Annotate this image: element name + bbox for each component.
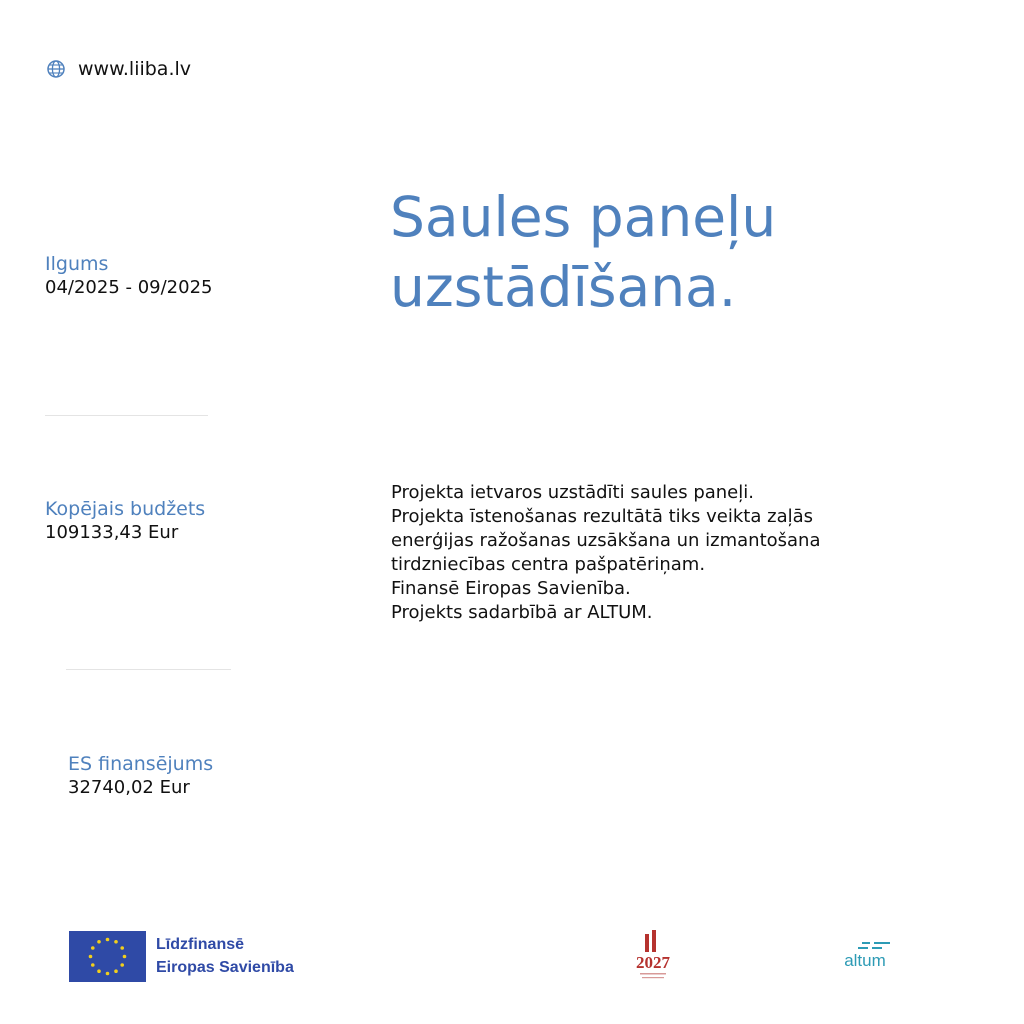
eu-star-icon [120, 946, 124, 950]
title-line-2: uzstādīšana. [390, 255, 737, 319]
eu-flag-icon [69, 931, 146, 982]
eu-funding-block [68, 752, 213, 800]
divider [66, 669, 231, 670]
globe-icon [46, 59, 66, 79]
title-line-1: Saules paneļu [390, 185, 777, 249]
page-title [390, 182, 990, 322]
eu-funding-label: ES finansējums [68, 753, 214, 775]
altum-logo [834, 940, 896, 970]
description-line: enerģijas ražošanas uzsākšana un izmantošana [391, 530, 821, 551]
eu-star-icon [114, 940, 118, 944]
website-link-row [46, 58, 191, 80]
latvia-2027-logo [630, 930, 676, 982]
description-line: tirdzniecības centra pašpatēriņam. [391, 554, 706, 575]
eu-star-icon [120, 963, 124, 967]
eu-star-icon [97, 969, 101, 973]
duration-value: 04/2025 - 09/2025 [45, 277, 213, 298]
website-link[interactable]: www.liiba.lv [78, 58, 192, 80]
description-line: Projekta ietvaros uzstādīti saules paneļi. [391, 482, 754, 503]
divider [45, 415, 208, 416]
eu-text-line-2: Eiropas Savienība [156, 959, 294, 976]
duration-label: Ilgums [45, 253, 109, 275]
altum-logo-text: altum [844, 951, 886, 970]
logo-2027-text: 2027 [636, 953, 670, 972]
budget-label: Kopējais budžets [45, 498, 206, 520]
eu-star-icon [97, 940, 101, 944]
budget-value: 109133,43 Eur [45, 522, 179, 543]
eu-funding-value: 32740,02 Eur [68, 777, 190, 798]
duration-block [45, 252, 213, 300]
eu-star-icon [91, 946, 95, 950]
description-line: Projekta īstenošanas rezultātā tiks veikta zaļās [391, 506, 814, 527]
eu-star-icon [114, 969, 118, 973]
description-line: Projekts sadarbībā ar ALTUM. [391, 602, 653, 623]
description-line: Finansē Eiropas Savienība. [391, 578, 631, 599]
eu-star-icon [123, 955, 127, 959]
eu-star-icon [91, 963, 95, 967]
budget-block [45, 497, 205, 545]
project-description [391, 481, 951, 625]
eu-cofinance-text [156, 933, 294, 979]
eu-star-icon [106, 972, 110, 976]
eu-text-line-1: Līdzfinansē [156, 936, 245, 953]
eu-star-icon [106, 938, 110, 942]
eu-star-icon [89, 955, 93, 959]
